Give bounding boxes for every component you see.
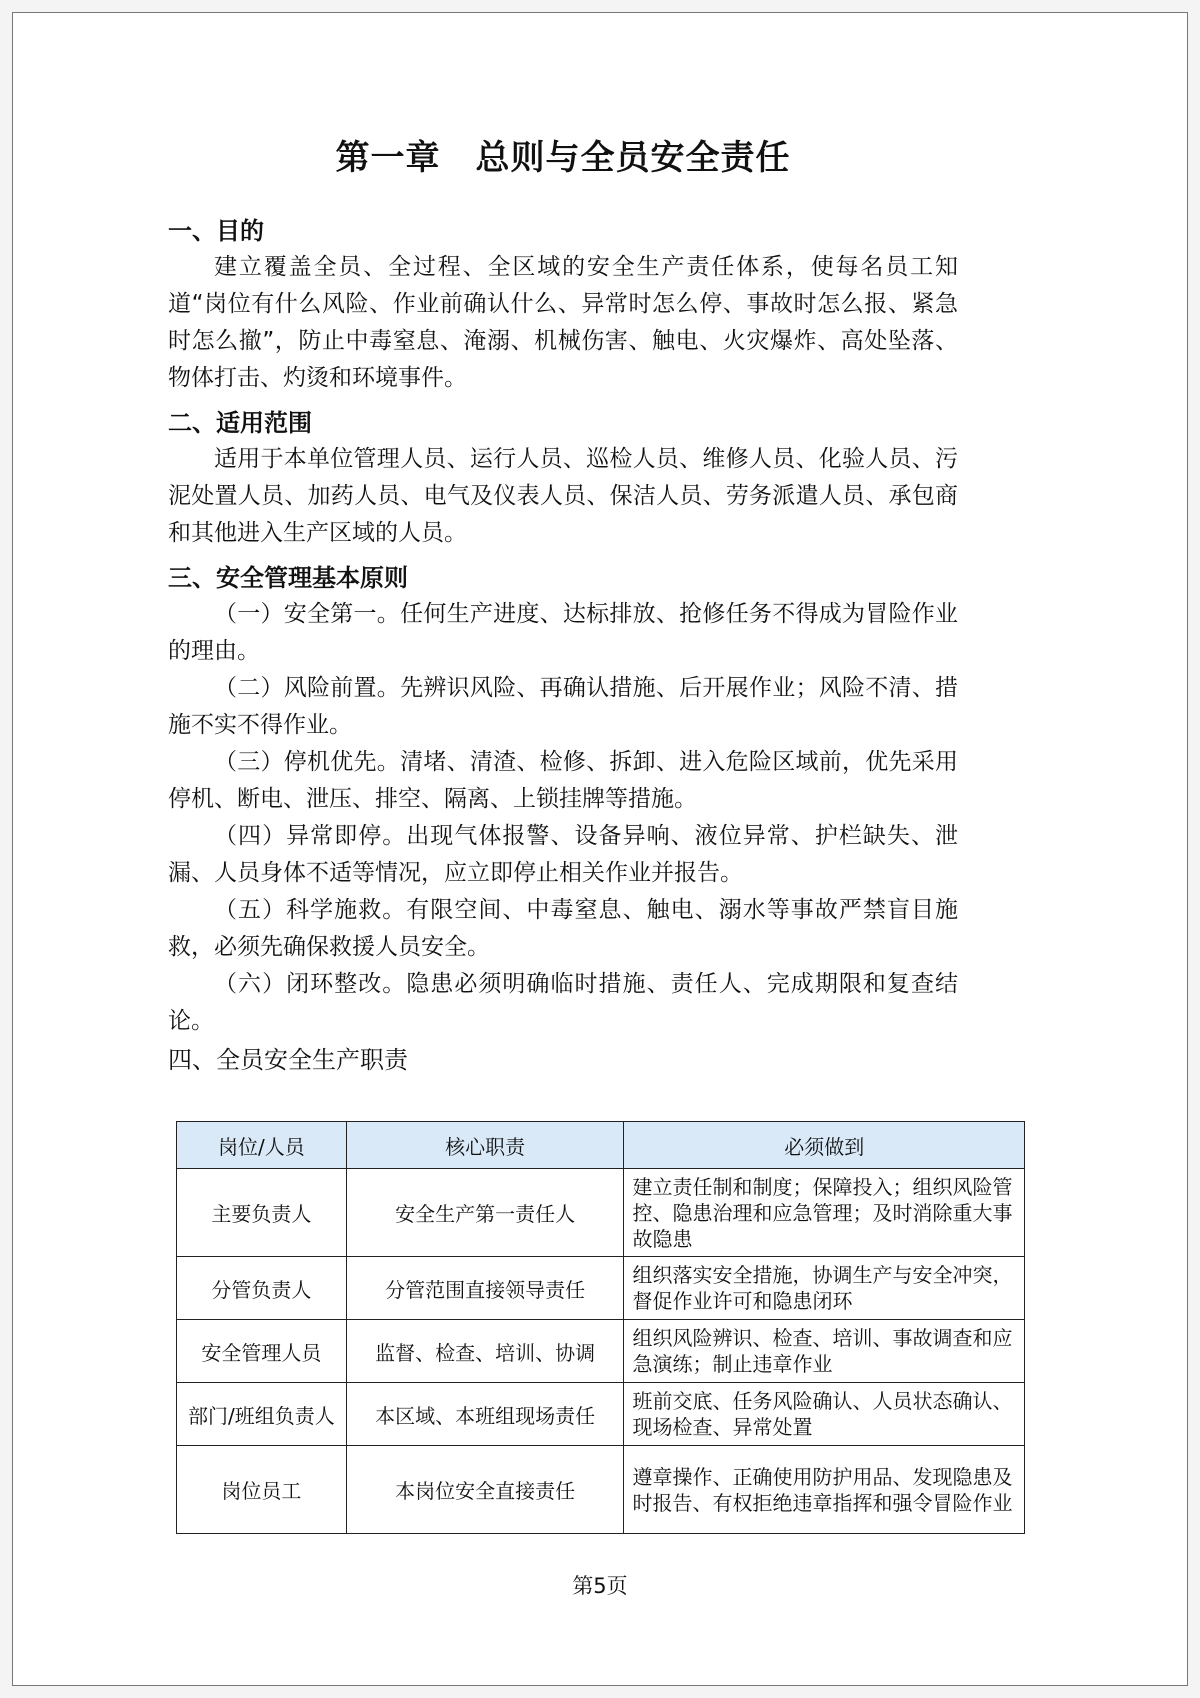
section-heading-purpose: 一、目的: [168, 217, 264, 245]
section-paragraph-purpose: 建立覆盖全员、全过程、全区域的安全生产责任体系，使每名员工知道“岗位有什么风险、作业前确认什么、异常时怎么停、事故时怎么报、紧急时怎么撤”，防止中毒窒息、淹溺、机械伤害、触电、火灾爆炸、高处坠落、物体打击、灼烫和环境事件。: [168, 254, 958, 391]
cell-core-duty: 本岗位安全直接责任: [346, 1446, 624, 1534]
principle-item: （二）风险前置。先辨识风险、再确认措施、后开展作业；风险不清、措施不实不得作业。: [168, 675, 958, 738]
table-header-row: [177, 1122, 1025, 1169]
cell-core-duty: 安全生产第一责任人: [346, 1169, 624, 1257]
cell-core-duty: 分管范围直接领导责任: [346, 1257, 624, 1320]
column-header-core-duty: 核心职责: [346, 1122, 624, 1169]
cell-position: 分管负责人: [177, 1257, 347, 1320]
cell-position: 主要负责人: [177, 1169, 347, 1257]
cell-position: 安全管理人员: [177, 1320, 347, 1383]
cell-must-do: 遵章操作、正确使用防护用品、发现隐患及时报告、有权拒绝违章指挥和强令冒险作业: [624, 1446, 1025, 1534]
table-row: [177, 1257, 1025, 1320]
page-number: 第5页: [572, 1574, 628, 1598]
principle-item: （六）闭环整改。隐患必须明确临时措施、责任人、完成期限和复查结论。: [168, 971, 958, 1034]
column-header-must-do: 必须做到: [624, 1122, 1025, 1169]
cell-core-duty: 本区域、本班组现场责任: [346, 1383, 624, 1446]
page-content: [168, 120, 958, 1078]
cell-position: 部门/班组负责人: [177, 1383, 347, 1446]
column-header-position: 岗位/人员: [177, 1122, 347, 1169]
section-heading-duties: 四、全员安全生产职责: [168, 1046, 408, 1074]
principle-item: （一）安全第一。任何生产进度、达标排放、抢修任务不得成为冒险作业的理由。: [168, 601, 958, 664]
section-paragraph-scope: 适用于本单位管理人员、运行人员、巡检人员、维修人员、化验人员、污泥处置人员、加药人员、电气及仪表人员、保洁人员、劳务派遣人员、承包商和其他进入生产区域的人员。: [168, 446, 958, 546]
section-heading-principles: 三、安全管理基本原则: [168, 564, 408, 592]
principle-item: （五）科学施救。有限空间、中毒窒息、触电、溺水等事故严禁盲目施救，必须先确保救援人员安全。: [168, 897, 958, 960]
cell-must-do: 组织落实安全措施，协调生产与安全冲突，督促作业许可和隐患闭环: [624, 1257, 1025, 1320]
cell-must-do: 组织风险辨识、检查、培训、事故调查和应急演练；制止违章作业: [624, 1320, 1025, 1383]
table-row: [177, 1383, 1025, 1446]
cell-position: 岗位员工: [177, 1446, 347, 1534]
table-row: [177, 1446, 1025, 1534]
cell-core-duty: 监督、检查、培训、协调: [346, 1320, 624, 1383]
principle-item: （四）异常即停。出现气体报警、设备异响、液位异常、护栏缺失、泄漏、人员身体不适等情况，应立即停止相关作业并报告。: [168, 823, 958, 886]
section-heading-scope: 二、适用范围: [168, 409, 312, 437]
cell-must-do: 建立责任制和制度；保障投入；组织风险管控、隐患治理和应急管理；及时消除重大事故隐患: [624, 1169, 1025, 1257]
table-row: [177, 1320, 1025, 1383]
duties-table: [176, 1121, 1025, 1534]
cell-must-do: 班前交底、任务风险确认、人员状态确认、现场检查、异常处置: [624, 1383, 1025, 1446]
table-row: [177, 1169, 1025, 1257]
principle-item: （三）停机优先。清堵、清渣、检修、拆卸、进入危险区域前，优先采用停机、断电、泄压、排空、隔离、上锁挂牌等措施。: [168, 749, 958, 812]
chapter-title: 第一章 总则与全员安全责任: [335, 138, 791, 178]
